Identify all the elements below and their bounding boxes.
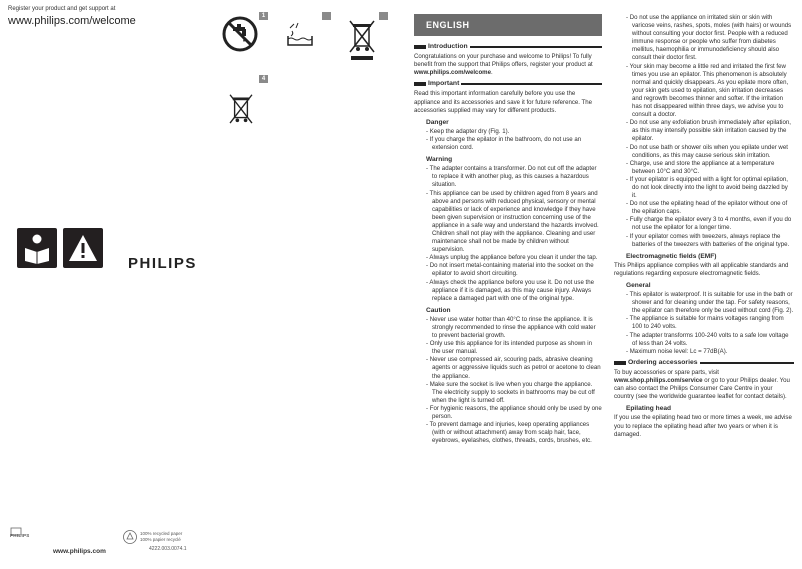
- ordering-heading: Ordering accessories: [628, 358, 698, 366]
- skin-item: - If your epilator is equipped with a light for optimal epilation, do not look directly into the light to avoid being dazzled by it.: [626, 175, 788, 200]
- warning-item: - Always unplug the appliance before you clean it under the tap.: [426, 254, 598, 262]
- general-item: - The adapter transforms 100-240 volts to a safe low voltage of less than 24 volts.: [626, 331, 789, 347]
- epilating-heading: Epilating head: [626, 405, 672, 413]
- skin-item: - Your skin may become a little red and irritated the first few times you use an epilator. This phenomenon is absolutely normal and quickly disappears. As you epilate more often, your skin gets used to epilation, skin irritation decreases and regrowth becomes thinner and softer. If the irritation has not disappeared within three days, we advise you to consult a doctor.: [626, 62, 789, 119]
- ordering-text-end: or go to your Philips dealer. You can also contact the Philips Consumer Care Centre in your country (see the worldwide guarantee leaflet for contact details).: [614, 377, 790, 401]
- danger-heading: Danger: [426, 118, 449, 126]
- register-url[interactable]: www.philips.com/welcome: [8, 15, 136, 27]
- recycled-paper-note: [140, 531, 182, 543]
- intro-paragraph: [414, 53, 602, 77]
- figure-badge-2: [322, 12, 331, 20]
- recycle-icon: [122, 529, 138, 550]
- caution-item: - Never use compressed air, scouring pads, abrasive cleaning agents or aggressive liquids such as petrol or acetone to clean the appliance.: [426, 356, 601, 380]
- general-item: - Maximum noise level: Lc = 77dB(A).: [626, 347, 728, 355]
- ordering-text: To buy accessories or spare parts, visit: [614, 368, 719, 376]
- warning-item: - The adapter contains a transformer. Do not cut off the adapter to replace it with another plug, as this causes a hazardous situation.: [426, 165, 597, 189]
- register-text: Register your product and get support at: [8, 6, 116, 12]
- skin-item: - Do not use the appliance on irritated skin or skin with varicose veins, rashes, spots, moles (with hairs) or wounds without consulting your doctor first. People with a reduced immune response or people who suffer from diabetes mellitus, haemophilia or immunodeficiency should also consult their doctor first.: [626, 14, 792, 62]
- skin-item: - Do not use any exfoliation brush immediately after epilation, as this may intensify possible skin irritation caused by the epilator.: [626, 119, 791, 143]
- recycled-paper-line-1: 100% recycled paper: [140, 531, 183, 536]
- figure-badge-3: [379, 12, 388, 20]
- document-code: 4222.003.0074.1: [149, 546, 187, 552]
- caution-item: - Make sure the socket is live when you charge the appliance. The electricity supply to sockets in bathrooms may be cut off when the light is turned off.: [426, 380, 595, 404]
- crossed-bin-icon: [348, 18, 376, 69]
- caution-item: - To prevent damage and injuries, keep operating appliances (with or without attachment) away from scalp hair, face, eyebrows, eyelashes, clothes, threads, cords, brushes, etc.: [426, 421, 592, 445]
- ordering-url[interactable]: www.shop.philips.com/service: [614, 377, 703, 385]
- caution-item: - For hygienic reasons, the appliance should only be used by one person.: [426, 404, 602, 421]
- footer-url[interactable]: www.philips.com: [53, 548, 106, 555]
- intro-text: Congratulations on your purchase and welcome to Philips! To fully benefit from the support that Philips offers, register your product at: [414, 53, 593, 69]
- warning-item: - Always check the appliance before you use it. Do not use the appliance if it is damaged, as this may cause injury. Always replace a damaged part with one of the original type.: [426, 278, 595, 302]
- epilating-paragraph: If you use the epilating head two or more times a week, we advise you to replace the epilating head after two years or when it is damaged.: [614, 414, 792, 438]
- read-manual-icon: [17, 228, 57, 268]
- shower-water-icon: [286, 22, 318, 53]
- important-paragraph: Read this important information carefully before you use the appliance and its accessories and save it for future reference. The accessories supplied may vary for different products.: [414, 90, 593, 114]
- figure-badge-4: 4: [259, 75, 268, 83]
- column-1: [414, 40, 602, 445]
- warning-item: - This appliance can be used by children aged from 8 years and above and persons with reduced physical, sensory or mental capabilities or lack of experience and knowledge if they have been given supervision or instruction concerning use of the appliance in a safe way and understand the hazards involved. Children shall not play with the appliance. Cleaning and user maintenance shall not be made by children without supervision.: [426, 189, 599, 254]
- general-item: - This epilator is waterproof. It is suitable for use in the bath or shower and for cleaning under the tap. For safety reasons, the epilator can therefore only be used without cord (Fig. 2).: [626, 291, 794, 315]
- crossed-bin-icon: [228, 92, 254, 139]
- figure-badge-1: 1: [259, 12, 268, 20]
- danger-item: - Keep the adapter dry (Fig. 1).: [426, 127, 510, 135]
- skin-item: - Charge, use and store the appliance at a temperature between 10°C and 30°C.: [626, 159, 775, 175]
- skin-item: - Do not use the epilating head of the epilator without one of the epilation caps.: [626, 200, 788, 216]
- important-heading: Important: [428, 80, 460, 88]
- brand-logo: PHILIPS: [128, 255, 197, 272]
- warning-item: - Do not insert metal-containing material into the socket on the epilator to avoid short circuiting.: [426, 262, 594, 278]
- intro-heading: Introduction: [428, 43, 468, 50]
- recycled-paper-line-2: 100% papier recyclé: [140, 537, 181, 542]
- language-header: ENGLISH: [414, 14, 602, 36]
- danger-item: - If you charge the epilator in the bathroom, do not use an extension cord.: [426, 135, 582, 152]
- intro-section-head: [414, 43, 602, 51]
- emf-heading: Electromagnetic fields (EMF): [626, 252, 717, 260]
- important-section-head: [414, 80, 602, 88]
- caution-item: - Only use this appliance for its intended purpose as shown in the user manual.: [426, 340, 592, 356]
- skin-item: - If your epilator comes with tweezers, always replace the batteries of the tweezers with batteries of the original type.: [626, 232, 790, 248]
- skin-item: - Do not use bath or shower oils when you epilate under wet conditions, as this may cause serious skin irritation.: [626, 143, 788, 159]
- shield-logo-icon: [10, 523, 22, 532]
- small-brand-logo: PHILIPS: [10, 533, 30, 538]
- emf-paragraph: This Philips appliance complies with all applicable standards and regulations regarding exposure electromagnetic fields.: [614, 261, 789, 277]
- ordering-paragraph: [614, 369, 794, 401]
- no-water-tap-icon: [222, 16, 258, 57]
- intro-period: .: [490, 69, 493, 77]
- caution-heading: Caution: [426, 306, 451, 314]
- skin-item: - Fully charge the epilator every 3 to 4 months, even if you do not use the epilator for a longer time.: [626, 216, 792, 232]
- intro-url[interactable]: www.philips.com/welcome: [414, 69, 491, 77]
- ordering-section-head: [614, 359, 794, 367]
- column-2: [614, 14, 794, 439]
- general-heading: General: [626, 282, 651, 289]
- general-item: - The appliance is suitable for mains voltages ranging from 100 to 240 volts.: [626, 315, 784, 331]
- warning-icon: [63, 228, 103, 268]
- warning-heading: Warning: [426, 156, 453, 164]
- caution-item: - Never use water hotter than 40°C to rinse the appliance. It is strongly recommended to rinse the appliance with cold water to prevent bacterial growth.: [426, 315, 596, 340]
